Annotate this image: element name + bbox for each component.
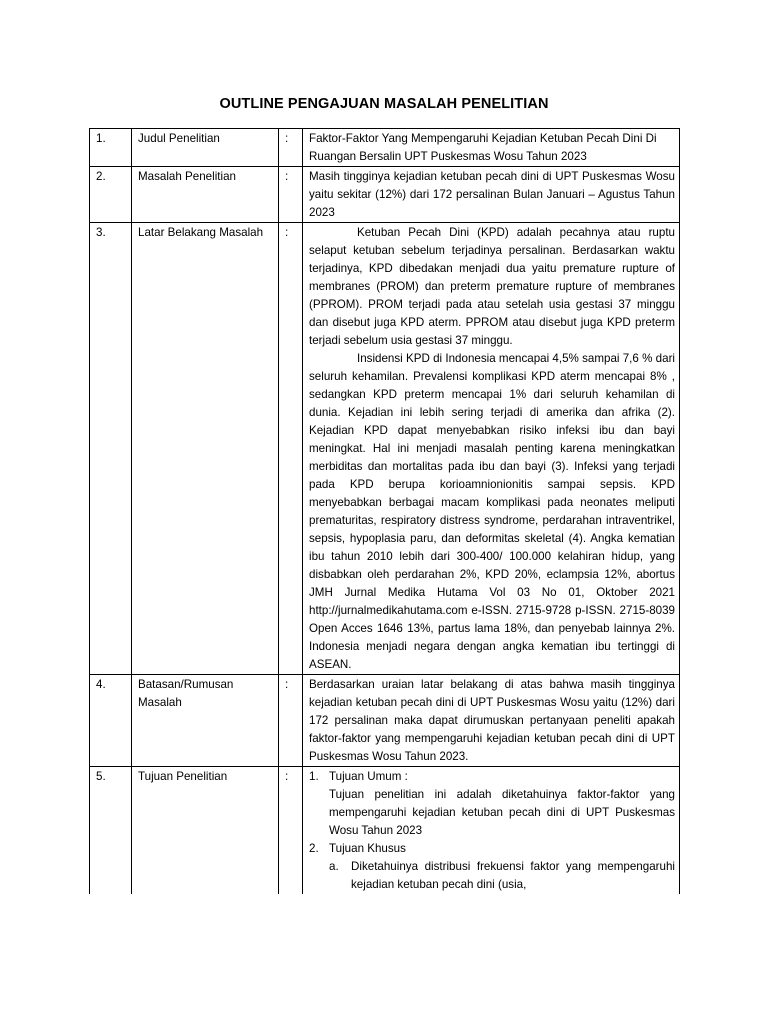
row-content xyxy=(303,223,680,675)
row-label: Judul Penelitian xyxy=(132,129,279,167)
latar-paragraph-1: Ketuban Pecah Dini (KPD) adalah pecahnya atau ruptu selaput ketuban sebelum terjadinya persalinan. Berdasarkan waktu terjadinya, KPD dibedakan menjadi dua yaitu premature rupture of membranes (PROM) dan preterm premature rupture of membranes (PPROM). PROM terjadi pada atau setelah usia gestasi 37 minggu dan disebut juga KPD aterm. PPROM atau disebut juga KPD preterm terjadi sebelum usia gestasi 37 minggu. xyxy=(309,226,675,347)
list-number: 2. xyxy=(309,842,319,855)
list-heading: Tujuan Khusus xyxy=(329,842,406,855)
list-body: Tujuan penelitian ini adalah diketahuinya faktor-faktor yang mempengaruhi kejadian ketuban pecah dini di UPT Puskesmas Wosu Tahun 2023 xyxy=(329,788,675,837)
row-label: Tujuan Penelitian xyxy=(132,767,279,895)
row-label: Latar Belakang Masalah xyxy=(132,223,279,675)
row-content xyxy=(303,767,680,895)
table-row xyxy=(90,129,680,167)
judul-text: Faktor-Faktor Yang Mempengaruhi Kejadian Ketuban Pecah Dini Di Ruangan Bersalin UPT Puskesmas Wosu Tahun 2023 xyxy=(309,132,657,163)
row-number: 3. xyxy=(90,223,132,675)
row-colon: : xyxy=(279,223,303,675)
row-number: 5. xyxy=(90,767,132,895)
row-colon: : xyxy=(279,767,303,895)
row-colon: : xyxy=(279,167,303,223)
row-label: Masalah Penelitian xyxy=(132,167,279,223)
table-row xyxy=(90,675,680,767)
row-number: 1. xyxy=(90,129,132,167)
row-number: 4. xyxy=(90,675,132,767)
row-label: Batasan/Rumusan Masalah xyxy=(132,675,279,767)
page-title: OUTLINE PENGAJUAN MASALAH PENELITIAN xyxy=(219,96,549,112)
latar-paragraph-2: Insidensi KPD di Indonesia mencapai 4,5% sampai 7,6 % dari seluruh kehamilan. Prevalensi komplikasi KPD aterm mencapai 8% , sedangkan KPD preterm mencapai 1% dari seluruh kehamilan di dunia. Kejadian ini lebih sering terjadi di amerika dan afrika (2). Kejadian KPD dapat menyebabkan risiko infeksi ibu dan bayi meningkat. Hal ini menjadi masalah penting karena meningkatkan merbiditas dan mortalitas pada ibu dan bayi (3). Infeksi yang terjadi pada KPD berupa korioamnionionitis sampai sepsis. KPD menyebabkan berbagai macam komplikasi pada neonates meliputi prematuritas, respiratory distress syndrome, perdarahan intraventrikel, sepsis, hypoplasia paru, dan deformitas skeletal (4). Angka kematian ibu tahun 2010 lebih dari 300-400/ 100.000 kelahiran hidup, yang disbabkan oleh perdarahan 2%, KPD 20%, eclampsia 12%, abortus JMH Jurnal Medika Hutama Vol 03 No 01, Oktober 2021 http://jurnalmedikahutama.com e-ISSN. 2715-9728 p-ISSN. 2715-8039 Open Acces 1646 13%, partus lama 18%, dan penyebab lainnya 2%. Indonesia menjadi negara dengan angka kematian ibu tertinggi di ASEAN. xyxy=(309,352,675,671)
list-item xyxy=(309,768,675,840)
sub-list-letter: a. xyxy=(329,860,339,873)
outline-table xyxy=(89,128,680,894)
table-row xyxy=(90,223,680,675)
list-item xyxy=(309,840,675,894)
sub-list-item xyxy=(329,858,675,894)
table-row xyxy=(90,167,680,223)
row-number: 2. xyxy=(90,167,132,223)
masalah-text: Masih tingginya kejadian ketuban pecah dini di UPT Puskesmas Wosu yaitu sekitar (12%) dari 172 persalinan Bulan Januari – Agustus Tahun 2023 xyxy=(309,170,675,219)
sub-list-body: Diketahuinya distribusi frekuensi faktor yang mempengaruhi kejadian ketuban pecah dini (usia, xyxy=(351,860,675,891)
tujuan-list xyxy=(309,768,675,894)
list-heading: Tujuan Umum : xyxy=(329,770,408,783)
row-content xyxy=(303,675,680,767)
list-number: 1. xyxy=(309,770,319,783)
table-row xyxy=(90,767,680,895)
rumusan-text: Berdasarkan uraian latar belakang di atas bahwa masih tingginya kejadian ketuban pecah dini di UPT Puskesmas Wosu yaitu (12%) dari 172 persalinan maka dapat dirumuskan pertanyaan peneliti apakah faktor-faktor yang mempengaruhi kejadian ketuban pecah dini di UPT Puskesmas Wosu Tahun 2023. xyxy=(309,678,675,763)
row-content xyxy=(303,167,680,223)
row-colon: : xyxy=(279,129,303,167)
row-colon: : xyxy=(279,675,303,767)
row-content xyxy=(303,129,680,167)
